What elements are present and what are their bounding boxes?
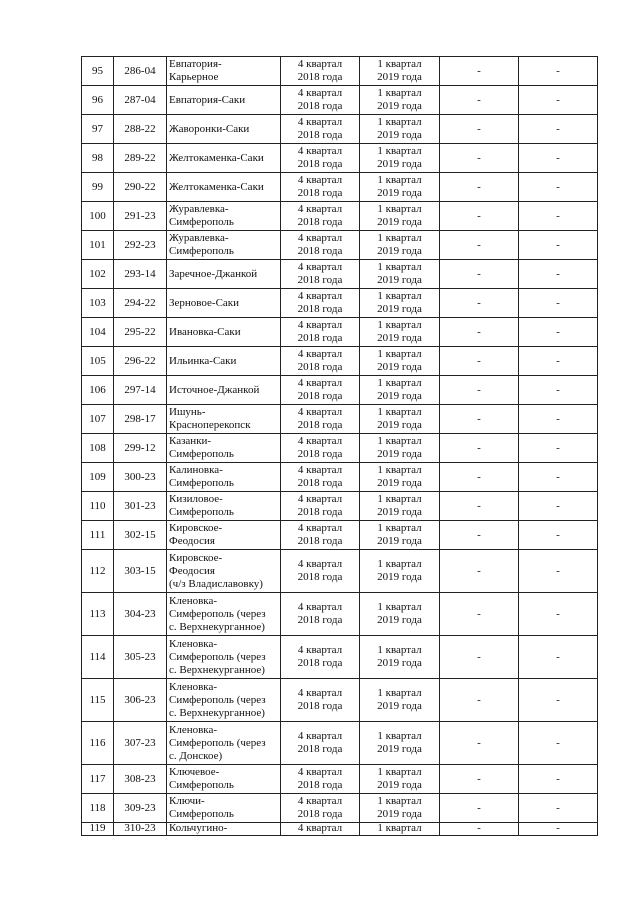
value-cell-2: - — [519, 765, 598, 794]
end-period: 1 квартал 2019 года — [360, 405, 440, 434]
value-cell-2: - — [519, 492, 598, 521]
end-period: 1 квартал 2019 года — [360, 492, 440, 521]
end-period: 1 квартал 2019 года — [360, 260, 440, 289]
value-cell-2: - — [519, 521, 598, 550]
start-period: 4 квартал 2018 года — [281, 144, 360, 173]
route-code: 293-14 — [114, 260, 167, 289]
table-row — [82, 550, 598, 593]
end-period: 1 квартал 2019 года — [360, 115, 440, 144]
route-number: 109 — [82, 463, 114, 492]
route-number: 95 — [82, 57, 114, 86]
start-period: 4 квартал 2018 года — [281, 318, 360, 347]
start-period: 4 квартал 2018 года — [281, 463, 360, 492]
table-row — [82, 492, 598, 521]
end-period: 1 квартал 2019 года — [360, 521, 440, 550]
start-period: 4 квартал 2018 года — [281, 794, 360, 823]
route-name: Кленовка- Симферополь (через с. Верхнекурганное) — [167, 593, 281, 636]
value-cell-1: - — [440, 492, 519, 521]
route-code: 303-15 — [114, 550, 167, 593]
route-code: 295-22 — [114, 318, 167, 347]
route-code: 296-22 — [114, 347, 167, 376]
start-period: 4 квартал 2018 года — [281, 722, 360, 765]
route-number: 96 — [82, 86, 114, 115]
table-row — [82, 318, 598, 347]
value-cell-2: - — [519, 260, 598, 289]
route-name: Жаворонки-Саки — [167, 115, 281, 144]
table-row — [82, 173, 598, 202]
table-row — [82, 463, 598, 492]
route-name: Зерновое-Саки — [167, 289, 281, 318]
value-cell-1: - — [440, 405, 519, 434]
route-name: Кленовка- Симферополь (через с. Верхнекурганное) — [167, 679, 281, 722]
route-name: Кленовка- Симферополь (через с. Донское) — [167, 722, 281, 765]
end-period: 1 квартал 2019 года — [360, 86, 440, 115]
value-cell-2: - — [519, 823, 598, 836]
table-row — [82, 765, 598, 794]
route-number: 107 — [82, 405, 114, 434]
value-cell-2: - — [519, 202, 598, 231]
route-code: 292-23 — [114, 231, 167, 260]
value-cell-1: - — [440, 144, 519, 173]
start-period: 4 квартал 2018 года — [281, 679, 360, 722]
start-period: 4 квартал 2018 года — [281, 347, 360, 376]
value-cell-1: - — [440, 318, 519, 347]
route-code: 305-23 — [114, 636, 167, 679]
start-period: 4 квартал 2018 года — [281, 289, 360, 318]
end-period: 1 квартал 2019 года — [360, 765, 440, 794]
table-row — [82, 260, 598, 289]
route-number: 100 — [82, 202, 114, 231]
end-period: 1 квартал 2019 года — [360, 173, 440, 202]
value-cell-1: - — [440, 115, 519, 144]
document-page — [81, 56, 598, 836]
value-cell-1: - — [440, 231, 519, 260]
table-row — [82, 115, 598, 144]
routes-table — [81, 56, 598, 836]
route-number: 118 — [82, 794, 114, 823]
end-period: 1 квартал 2019 года — [360, 347, 440, 376]
route-name: Кировское- Феодосия — [167, 521, 281, 550]
table-row — [82, 405, 598, 434]
table-row — [82, 823, 598, 836]
route-number: 119 — [82, 823, 114, 836]
end-period: 1 квартал 2019 года — [360, 57, 440, 86]
route-number: 112 — [82, 550, 114, 593]
start-period: 4 квартал 2018 года — [281, 636, 360, 679]
route-number: 108 — [82, 434, 114, 463]
route-number: 103 — [82, 289, 114, 318]
start-period: 4 квартал 2018 года — [281, 376, 360, 405]
route-name: Казанки- Симферополь — [167, 434, 281, 463]
table-row — [82, 144, 598, 173]
end-period: 1 квартал 2019 года — [360, 231, 440, 260]
end-period: 1 квартал 2019 года — [360, 794, 440, 823]
value-cell-1: - — [440, 593, 519, 636]
route-name: Ивановка-Саки — [167, 318, 281, 347]
value-cell-1: - — [440, 289, 519, 318]
end-period: 1 квартал 2019 года — [360, 434, 440, 463]
route-code: 297-14 — [114, 376, 167, 405]
route-number: 105 — [82, 347, 114, 376]
value-cell-2: - — [519, 173, 598, 202]
route-code: 310-23 — [114, 823, 167, 836]
route-code: 304-23 — [114, 593, 167, 636]
value-cell-1: - — [440, 173, 519, 202]
route-name: Кизиловое- Симферополь — [167, 492, 281, 521]
end-period: 1 квартал 2019 года — [360, 593, 440, 636]
route-number: 98 — [82, 144, 114, 173]
value-cell-2: - — [519, 144, 598, 173]
end-period: 1 квартал 2019 года — [360, 550, 440, 593]
route-name: Кленовка- Симферополь (через с. Верхнекурганное) — [167, 636, 281, 679]
end-period: 1 квартал 2019 года — [360, 463, 440, 492]
value-cell-1: - — [440, 376, 519, 405]
end-period: 1 квартал — [360, 823, 440, 836]
start-period: 4 квартал 2018 года — [281, 86, 360, 115]
start-period: 4 квартал 2018 года — [281, 593, 360, 636]
route-name: Журавлевка- Симферополь — [167, 202, 281, 231]
route-name: Ключи- Симферополь — [167, 794, 281, 823]
value-cell-1: - — [440, 347, 519, 376]
route-code: 298-17 — [114, 405, 167, 434]
end-period: 1 квартал 2019 года — [360, 376, 440, 405]
route-number: 110 — [82, 492, 114, 521]
end-period: 1 квартал 2019 года — [360, 202, 440, 231]
table-row — [82, 593, 598, 636]
route-code: 287-04 — [114, 86, 167, 115]
end-period: 1 квартал 2019 года — [360, 144, 440, 173]
route-code: 300-23 — [114, 463, 167, 492]
route-number: 117 — [82, 765, 114, 794]
table-row — [82, 521, 598, 550]
route-code: 309-23 — [114, 794, 167, 823]
route-code: 294-22 — [114, 289, 167, 318]
end-period: 1 квартал 2019 года — [360, 722, 440, 765]
route-code: 299-12 — [114, 434, 167, 463]
value-cell-2: - — [519, 376, 598, 405]
route-number: 115 — [82, 679, 114, 722]
route-name: Заречное-Джанкой — [167, 260, 281, 289]
route-name: Евпатория-Саки — [167, 86, 281, 115]
route-number: 116 — [82, 722, 114, 765]
end-period: 1 квартал 2019 года — [360, 636, 440, 679]
start-period: 4 квартал 2018 года — [281, 492, 360, 521]
start-period: 4 квартал — [281, 823, 360, 836]
value-cell-1: - — [440, 823, 519, 836]
route-name: Кольчугино- — [167, 823, 281, 836]
table-row — [82, 679, 598, 722]
route-name: Желтокаменка-Саки — [167, 173, 281, 202]
value-cell-1: - — [440, 463, 519, 492]
value-cell-2: - — [519, 794, 598, 823]
route-code: 290-22 — [114, 173, 167, 202]
start-period: 4 квартал 2018 года — [281, 173, 360, 202]
route-code: 301-23 — [114, 492, 167, 521]
table-row — [82, 86, 598, 115]
start-period: 4 квартал 2018 года — [281, 260, 360, 289]
value-cell-2: - — [519, 593, 598, 636]
routes-table-body — [82, 57, 598, 836]
value-cell-2: - — [519, 722, 598, 765]
route-code: 291-23 — [114, 202, 167, 231]
value-cell-2: - — [519, 86, 598, 115]
route-number: 99 — [82, 173, 114, 202]
table-row — [82, 202, 598, 231]
table-row — [82, 434, 598, 463]
table-row — [82, 347, 598, 376]
table-row — [82, 722, 598, 765]
start-period: 4 квартал 2018 года — [281, 405, 360, 434]
start-period: 4 квартал 2018 года — [281, 57, 360, 86]
route-name: Желтокаменка-Саки — [167, 144, 281, 173]
route-code: 288-22 — [114, 115, 167, 144]
route-number: 97 — [82, 115, 114, 144]
route-code: 286-04 — [114, 57, 167, 86]
value-cell-2: - — [519, 636, 598, 679]
start-period: 4 квартал 2018 года — [281, 115, 360, 144]
value-cell-1: - — [440, 86, 519, 115]
value-cell-1: - — [440, 260, 519, 289]
value-cell-1: - — [440, 679, 519, 722]
value-cell-1: - — [440, 521, 519, 550]
route-code: 289-22 — [114, 144, 167, 173]
table-row — [82, 57, 598, 86]
value-cell-2: - — [519, 405, 598, 434]
value-cell-1: - — [440, 765, 519, 794]
value-cell-2: - — [519, 679, 598, 722]
route-name: Кировское- Феодосия (ч/з Владиславовку) — [167, 550, 281, 593]
end-period: 1 квартал 2019 года — [360, 318, 440, 347]
table-row — [82, 636, 598, 679]
route-code: 302-15 — [114, 521, 167, 550]
value-cell-1: - — [440, 434, 519, 463]
route-code: 307-23 — [114, 722, 167, 765]
value-cell-2: - — [519, 231, 598, 260]
value-cell-2: - — [519, 550, 598, 593]
end-period: 1 квартал 2019 года — [360, 289, 440, 318]
value-cell-1: - — [440, 57, 519, 86]
start-period: 4 квартал 2018 года — [281, 521, 360, 550]
value-cell-1: - — [440, 550, 519, 593]
route-code: 306-23 — [114, 679, 167, 722]
value-cell-2: - — [519, 318, 598, 347]
route-number: 113 — [82, 593, 114, 636]
route-name: Ключевое- Симферополь — [167, 765, 281, 794]
route-name: Ишунь- Красноперекопск — [167, 405, 281, 434]
table-row — [82, 289, 598, 318]
start-period: 4 квартал 2018 года — [281, 550, 360, 593]
route-code: 308-23 — [114, 765, 167, 794]
route-number: 101 — [82, 231, 114, 260]
value-cell-2: - — [519, 434, 598, 463]
value-cell-2: - — [519, 463, 598, 492]
route-name: Источное-Джанкой — [167, 376, 281, 405]
value-cell-2: - — [519, 57, 598, 86]
route-name: Журавлевка- Симферополь — [167, 231, 281, 260]
value-cell-2: - — [519, 115, 598, 144]
route-number: 114 — [82, 636, 114, 679]
value-cell-1: - — [440, 636, 519, 679]
start-period: 4 квартал 2018 года — [281, 434, 360, 463]
route-number: 106 — [82, 376, 114, 405]
value-cell-1: - — [440, 202, 519, 231]
end-period: 1 квартал 2019 года — [360, 679, 440, 722]
route-number: 102 — [82, 260, 114, 289]
value-cell-2: - — [519, 347, 598, 376]
start-period: 4 квартал 2018 года — [281, 231, 360, 260]
table-row — [82, 794, 598, 823]
route-name: Евпатория- Карьерное — [167, 57, 281, 86]
table-row — [82, 231, 598, 260]
value-cell-1: - — [440, 722, 519, 765]
route-name: Ильинка-Саки — [167, 347, 281, 376]
start-period: 4 квартал 2018 года — [281, 765, 360, 794]
route-number: 104 — [82, 318, 114, 347]
table-row — [82, 376, 598, 405]
route-name: Калиновка- Симферополь — [167, 463, 281, 492]
route-number: 111 — [82, 521, 114, 550]
value-cell-1: - — [440, 794, 519, 823]
start-period: 4 квартал 2018 года — [281, 202, 360, 231]
value-cell-2: - — [519, 289, 598, 318]
